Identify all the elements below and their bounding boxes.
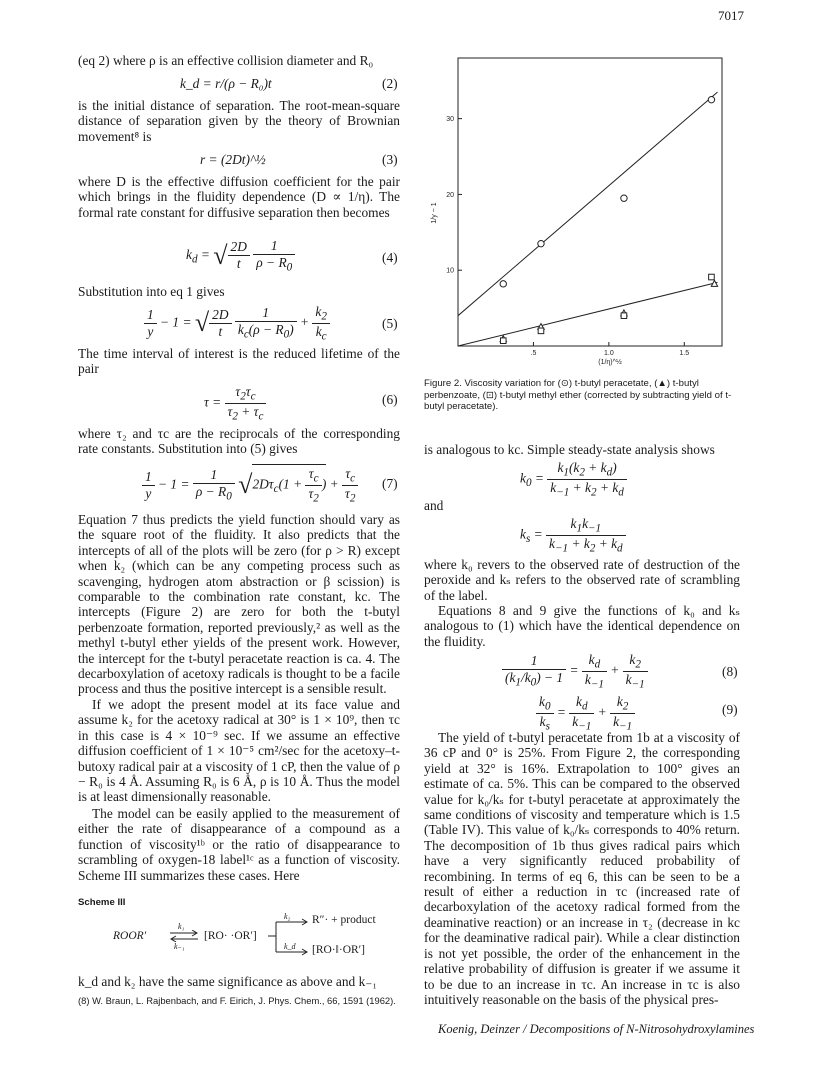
x-axis-label: (1/η)^½ [598, 359, 622, 366]
scheme-k-minus-1: k₋₁ [174, 942, 185, 951]
scheme-separated-pair: [RO·‖·OR′] [312, 944, 366, 956]
x-tick-label: 1.5 [679, 350, 690, 357]
equilibrium-arrows [168, 930, 200, 942]
equation-number: (4) [382, 250, 398, 265]
paragraph: where k₀ revers to the observed rate of destruction of the peroxide and kₛ refers to the observed rate of scrambling of the label. [424, 557, 740, 603]
equation-5: $\frac{1}{y}$ − 1 = √ $\frac{2D}{t}$ $\frac{1}{k_c(\rho - R_0)}$ + $\frac{k_2}{k_c}$ [144, 304, 330, 342]
equation-number: (9) [722, 702, 738, 717]
paragraph: Substitution into eq 1 gives [78, 284, 225, 299]
data-point-square [538, 328, 544, 334]
paragraph: Equation 7 thus predicts the yield function should vary as the square root of the fluidity. It also predicts that the intercepts of all of the plots will be zero (for ρ > R) except when k₂ (which can be any competing process such as scavenging, hydrogen atom abstraction or β scission) is comparable to the combination rate constant, kc. The intercepts (Figure 2) are zero for both the t-butyl perbenzoate formation, reported previously,² as well as the methyl t-butyl ether yields of the present work. However, the intercept for the t-butyl peracetate reaction is ca. 4. The decarboxylation of acetoxy radicals is thought to be a facile process and thus the positive intercept is a sensible result. [78, 512, 400, 697]
reference-8: (8) W. Braun, L. Rajbenbach, and F. Eirich, J. Phys. Chem., 66, 1591 (1962). [78, 995, 396, 1006]
y-tick-label: 10 [446, 267, 454, 275]
scheme-iii [78, 912, 408, 968]
fit-line-circle [458, 92, 717, 316]
scheme-products: R″· + product [312, 914, 376, 926]
page-number: 7017 [718, 8, 744, 23]
data-point-circle [621, 195, 627, 201]
scheme-kd: k_d [284, 942, 296, 951]
data-point-square [621, 313, 627, 319]
paragraph: The time interval of interest is the reduced lifetime of the pair [78, 346, 400, 377]
fit-line-triangle [458, 282, 717, 346]
equation-6: τ = $\frac{\tau_2\tau_c}{\tau_2 + \tau_c}$ [204, 384, 266, 422]
scheme-title: Scheme III [78, 897, 126, 908]
equation-9: $\frac{k_0}{k_s}$ = $\frac{k_d}{k_{-1}}$ + $\frac{k_2}{k_{-1}}$ [536, 694, 635, 732]
equation-number: (7) [382, 476, 398, 491]
paragraph: (eq 2) where ρ is an effective collision diameter and R₀ [78, 53, 374, 68]
equation-number: (3) [382, 152, 398, 167]
equation-number: (8) [722, 664, 738, 679]
equation-number: (2) [382, 76, 398, 91]
data-point-circle [708, 96, 714, 102]
equation-8: $\frac{1}{(k_1/k_0) - 1}$ = $\frac{k_d}{k_{-1}}$ + $\frac{k_2}{k_{-1}}$ [502, 652, 648, 690]
branch-arrows [266, 916, 310, 960]
equation-2: k_d = r/(ρ − R₀)t [180, 76, 272, 91]
paragraph: is the initial distance of separation. The root-mean-square distance of separation given by the theory of Brownian movement⁸ is [78, 98, 400, 144]
figure-2-chart [424, 48, 734, 374]
y-tick-label: 30 [446, 116, 454, 124]
equation-7: $\frac{1}{y}$ − 1 = $\frac{1}{\rho - R_0}$ $√2D\tau_c(1$ + $\frac{\tau_c}{\tau_2}$ ) + $\frac{\tau_c}{\tau_2}$ [142, 464, 358, 504]
equation-4: $k_d$ = √ $\frac{2D}{t}$ $\frac{1}{\rho - R_0}$ [186, 238, 295, 274]
paragraph: The model can be easily applied to the measurement of either the rate of disappearance of a compound as a function of viscosity¹ᵇ or the ratio of disappearance to scrambling of oxygen-18 label¹ᶜ as a function of viscosity. Scheme III summarizes these cases. Here [78, 806, 400, 883]
paragraph: Equations 8 and 9 give the functions of k₀ and kₛ analogous to (1) which have the identical dependence on the fluidity. [424, 603, 740, 649]
paragraph: and [424, 498, 444, 513]
scheme-cage-pair: [RO· ·OR′] [204, 930, 257, 942]
paragraph: k_d and k₂ have the same significance as above and k₋₁ [78, 974, 377, 989]
equation-ks: $k_s$ = $\frac{k_1k_{-1}}{k_{-1} + k_2 + k_d}$ [520, 516, 626, 554]
scheme-k1: k₁ [178, 922, 185, 931]
paragraph: The yield of t-butyl peracetate from 1b at a viscosity of 36 cP and 0° is 25%. From Figure 2, the corresponding yield at 32° is 16%. Extrapolation to 100° gives an estimate of ca. 5%. This can be compared to the observed value for k₀/kₛ for t-butyl peracetate at approximately the same conditions of viscosity and temperature which is 1.5 (Table IV). This value of k₀/kₛ corresponds to 40% return. The decomposition of 1b thus gives radical pairs which have a very significantly reduced probability of recombining. In terms of eq 6, this can be seen to be a result of either a reduction in τc (increased rate of decarboxylation of the acetoxy radical formed from the deaminative reaction) or an increase in τ₂ (decrease in kc for the deaminative radical pair). While a clear distinction is not yet possible, the order of the enhancement in the relative probability of diffusion is greater if we assume it to be due to an increase in τc. An increase in τc is also intuitively reasonable on the basis of the physical pres- [424, 730, 740, 1007]
paragraph: If we adopt the present model at its face value and assume k₂ for the acetoxy radical at 30° is 1 × 10⁹, then τc in this case is 4 × 10⁻⁹ sec. If we assume an effective diffusion coefficient of 1 × 10⁻⁵ cm²/sec for the acetoxy–t-butoxy radical pair at a viscosity of 1 cP, then the value of ρ − R₀ is 4 Å. Assuming R₀ is 6 Å, ρ is 10 Å. Thus the model is at least dimensionally reasonable. [78, 697, 400, 805]
data-point-circle [500, 281, 506, 287]
running-footer: Koenig, Deinzer / Decompositions of N-Nitrosohydroxylamines [438, 1022, 755, 1036]
equation-k0: $k_0$ = $\frac{k_1(k_2 + k_d)}{k_{-1} + k_2 + k_d}$ [520, 460, 627, 498]
figure-caption: Figure 2. Viscosity variation for (⊙) t-butyl peracetate, (▲) t-butyl perbenzoate, (⊡) t-butyl methyl ether (corrected by subtracting yield of t-butyl peracetate). [424, 378, 732, 412]
data-point-circle [538, 240, 544, 246]
scheme-reactant: ROOR′ [113, 930, 147, 942]
paragraph: where D is the effective diffusion coefficient for the pair which brings in the fluidity dependence (D ∝ 1/η). The formal rate constant for diffusive separation then becomes [78, 174, 400, 220]
y-tick-label: 20 [446, 191, 454, 199]
paragraph: is analogous to kc. Simple steady-state analysis shows [424, 442, 715, 457]
x-tick-label: 1.0 [603, 350, 614, 357]
data-point-square [709, 274, 715, 280]
data-point-square [500, 338, 506, 344]
scheme-k2: k₂ [284, 912, 291, 921]
equation-3: r = (2Dt)^½ [200, 152, 266, 167]
y-axis-label: 1/y − 1 [431, 202, 438, 224]
x-tick-label: .5 [530, 350, 537, 357]
equation-number: (5) [382, 316, 398, 331]
equation-number: (6) [382, 392, 398, 407]
paragraph: where τ₂ and τc are the reciprocals of the corresponding rate constants. Substitution into (5) gives [78, 426, 400, 457]
